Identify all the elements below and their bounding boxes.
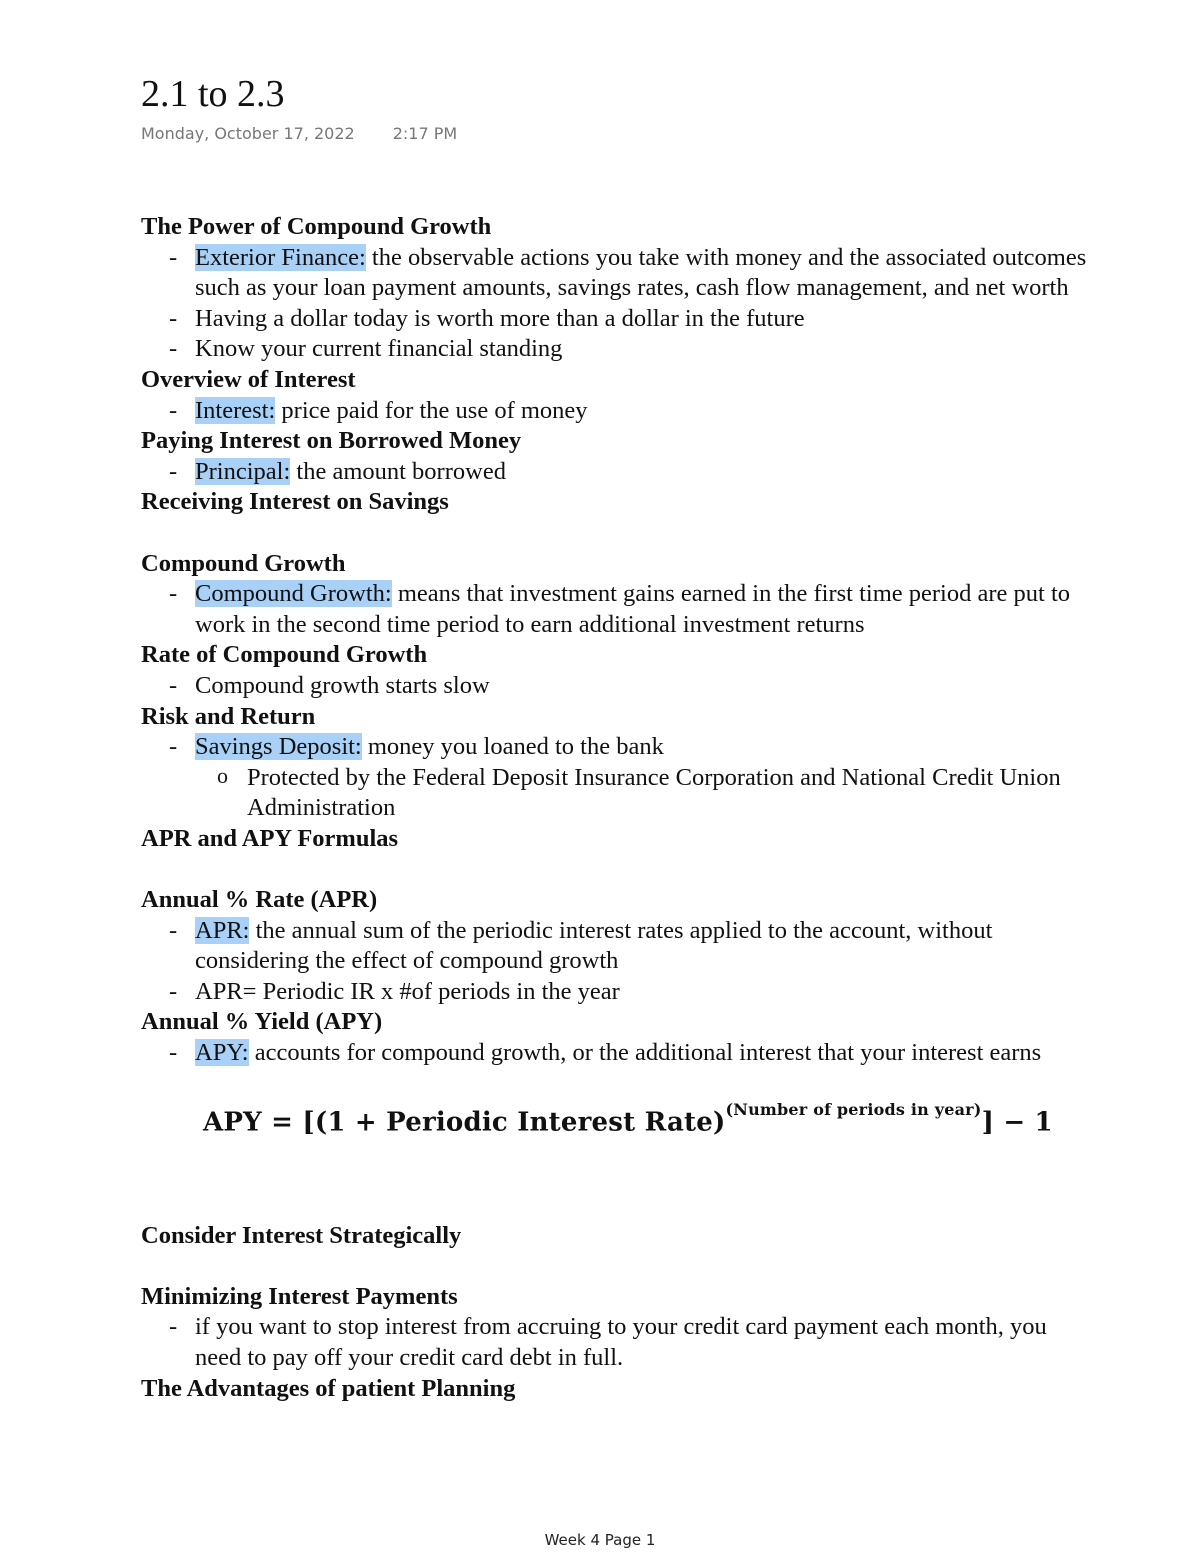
list-apy [141,1038,1091,1069]
heading-advantages: The Advantages of patient Planning [141,1374,516,1402]
list-item [195,732,1091,824]
list-item: - Having a dollar today is worth more than a dollar in the future [195,304,1091,335]
list-item: - Compound growth starts slow [195,671,1091,702]
heading-formulas: APR and APY Formulas [141,824,399,852]
heading-apr: Annual % Rate (APR) [141,886,378,914]
page-date: Monday, October 17, 2022 [141,124,355,143]
page-footer: Week 4 Page 1 [544,1531,656,1549]
definition-text: the amount borrowed [290,457,506,485]
definition-text: the observable actions you take with money and the associated outcomes such as your loan payment amounts, savings rates, cash flow management, and net worth [195,243,1087,302]
list-risk [141,732,1091,824]
definition-text: money you loaned to the bank [361,733,664,761]
definition-text: accounts for compound growth, or the additional interest that your interest earns [248,1039,1042,1067]
term-highlight: Interest: [195,396,276,424]
heading-paying: Paying Interest on Borrowed Money [141,427,522,455]
definition-text: price paid for the use of money [275,396,588,424]
list-overview [141,396,1091,427]
sub-list-item: o Protected by the Federal Deposit Insurance Corporation and National Credit Union Administration [247,763,1091,824]
page-time: 2:17 PM [392,124,458,143]
list-rate [141,671,1091,702]
term-highlight: APY: [195,1039,249,1067]
term-highlight: Principal: [195,457,291,485]
page-meta [141,123,457,145]
definition-text: means that investment gains earned in the first time period are put to work in the second time period to earn additional investment returns [195,580,1071,638]
list-power [141,243,1091,365]
list-item [195,1038,1091,1069]
list-apr [141,916,1091,1008]
heading-receiving: Receiving Interest on Savings [141,488,449,516]
spacer [141,1251,1091,1282]
note-body [141,212,1091,1404]
term-highlight: Savings Deposit: [195,733,362,761]
list-item [195,396,1091,427]
list-item [195,457,1091,488]
apy-formula-equation [203,1101,1053,1138]
heading-risk: Risk and Return [141,702,316,730]
list-minimizing [141,1312,1091,1373]
spacer [141,854,1091,885]
formula-exponent: (Number of periods in year) [725,1099,982,1119]
list-paying [141,457,1091,488]
apy-formula [141,1069,1091,1221]
term-highlight: Compound Growth: [195,580,392,608]
definition-text: the annual sum of the periodic interest rates applied to the account, without considering the effect of compound growth [195,916,993,975]
spacer [141,518,1091,549]
list-item: - if you want to stop interest from accruing to your credit card payment each month, you need to pay off your credit card debt in full. [195,1312,1091,1373]
heading-rate: Rate of Compound Growth [141,641,428,669]
formula-tail: ] − 1 [981,1107,1053,1138]
term-highlight: Exterior Finance: [195,243,366,271]
list-compound [141,579,1091,640]
formula-main: APY = [(1 + Periodic Interest Rate) [203,1107,726,1138]
heading-apy: Annual % Yield (APY) [141,1008,383,1036]
heading-strategic: Consider Interest Strategically [141,1221,462,1249]
heading-compound: Compound Growth [141,549,346,577]
list-item: - Know your current financial standing [195,334,1091,365]
term-highlight: APR: [195,916,250,944]
list-item [195,579,1091,640]
heading-minimizing: Minimizing Interest Payments [141,1282,458,1310]
heading-power: The Power of Compound Growth [141,213,492,240]
page-title: 2.1 to 2.3 [141,73,285,115]
list-item [195,916,1091,977]
heading-overview: Overview of Interest [141,365,356,393]
list-item [195,243,1091,304]
list-item: - APR= Periodic IR x #of periods in the year [195,977,1091,1008]
sublist-risk [195,763,1091,824]
